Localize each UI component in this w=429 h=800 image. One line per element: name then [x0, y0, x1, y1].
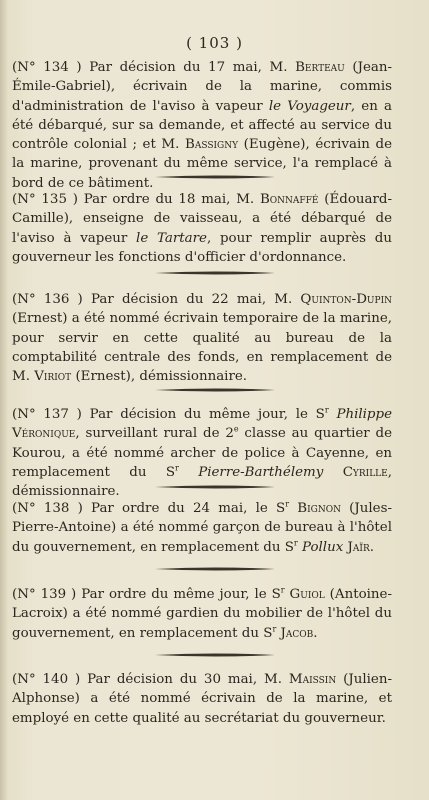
entry-text: Par décision du même jour, le S: [89, 407, 325, 422]
person-surname: Berteau: [295, 60, 345, 75]
entry-text: , démissionnaire.: [12, 464, 392, 500]
entry-text: Par ordre du 18 mai, M.: [83, 192, 260, 207]
person-surname: Guiol: [289, 587, 325, 602]
person-surname: Jaïr: [347, 539, 370, 555]
entry-text: (Julien-Alphonse) a été nommé écrivain de la marine, et employé en cette qualité au secrétariat du gouverneur.: [12, 672, 392, 726]
entry-text: [179, 465, 198, 480]
person-surname: Cyrille: [342, 464, 388, 480]
entry-number: (N° 136 ): [12, 292, 83, 307]
separator-rule: [155, 484, 275, 490]
entry-text: Par décision du 17 mai, M.: [89, 60, 296, 75]
italic-text: le Voyageur: [268, 98, 351, 114]
page-binding-shadow: [0, 0, 8, 800]
superscript: e: [233, 424, 239, 434]
entry-text: , surveillant rural de 2: [75, 426, 234, 442]
separator-rule: [155, 387, 275, 393]
entry-number: (N° 140 ): [12, 672, 81, 687]
entry-number: (N° 137 ): [12, 407, 82, 422]
italic-text: le Tartare: [136, 230, 207, 246]
entry-text: (Eugène), écrivain de la marine, provenant du même service, l'a remplacé à bord de ce bâtiment.: [12, 137, 392, 191]
superscript: r: [280, 585, 285, 595]
entry-text: (Édouard-Camille), enseigne de vaisseau, a été débarqué de l'aviso à vapeur: [12, 192, 392, 246]
person-surname: Bassigny: [184, 137, 239, 153]
person-surname: Quinton-Dupin: [300, 292, 393, 307]
superscript: r: [293, 538, 298, 548]
italic-text: Pierre-Barthélemy: [198, 464, 324, 480]
italic-text: Philippe: [336, 407, 392, 422]
separator-rule: [155, 270, 275, 276]
entry-text: Par ordre du 24 mai, le S: [91, 501, 286, 516]
separator-rule: [155, 566, 275, 572]
entry-text: (Jean-Émile-Gabriel), écrivain de la marine, commis d'administration de l'aviso à vapeur: [12, 60, 393, 114]
separator-rule: [155, 652, 275, 658]
person-surname: Maissin: [288, 672, 337, 687]
entry-text: (Ernest) a été nommé écrivain temporaire de la marine, pour servir en cette qualité au bureau de la comptabilité centrale des fonds, en remplacement de M.: [12, 311, 392, 385]
entry-text: classe au quartier de Kourou, a été nommé archer de police à Cayenne, en remplacement du S: [12, 426, 393, 480]
entry-text: (Ernest), démissionnaire.: [71, 369, 248, 385]
entry-text: Par décision du 22 mai, M.: [90, 292, 301, 307]
person-surname: Véronique: [12, 426, 76, 442]
page-number: ( 103 ): [186, 34, 243, 52]
entry-text: Par décision du 30 mai, M.: [87, 672, 289, 687]
person-surname: Jacob: [280, 625, 314, 641]
entry-number: (N° 135 ): [12, 192, 78, 207]
superscript: r: [285, 499, 290, 509]
entry-number: (N° 139 ): [12, 587, 77, 602]
person-surname: Viriot: [34, 369, 72, 385]
italic-text: Pollux: [301, 539, 344, 555]
entry-text: , en a été débarqué, sur sa demande, et affecté au service du contrôle colonial ; et M.: [12, 98, 392, 153]
entry-text: , pour remplir auprès du gouverneur les fonctions d'officier d'ordonnance.: [12, 230, 392, 265]
entry-number: (N° 134 ): [12, 60, 82, 75]
entry-text: Par ordre du même jour, le S: [81, 587, 281, 602]
person-surname: Bignon: [297, 501, 341, 516]
separator-rule: [155, 174, 275, 180]
superscript: r: [324, 405, 329, 415]
entry-138: [12, 499, 392, 557]
entry-number: (N° 138 ): [12, 501, 83, 516]
entry-text: (Jules-Pierre-Antoine) a été nommé garçon de bureau à l'hôtel du gouvernement, en remplacement du S: [12, 501, 392, 555]
entry-140: [12, 670, 392, 728]
entry-text: .: [369, 539, 374, 555]
entry-text: .: [313, 625, 318, 641]
superscript: r: [175, 463, 179, 473]
entry-135: [12, 190, 392, 267]
entry-text: [323, 465, 342, 480]
entry-136: [12, 290, 392, 386]
entry-text: (Antoine-Lacroix) a été nommé gardien du mobilier de l'hôtel du gouvernement, en remplacement du S: [12, 587, 392, 641]
entry-134: [12, 58, 392, 193]
superscript: r: [272, 624, 277, 634]
person-surname: Bonnaffé: [259, 192, 319, 207]
entry-139: [12, 585, 392, 643]
